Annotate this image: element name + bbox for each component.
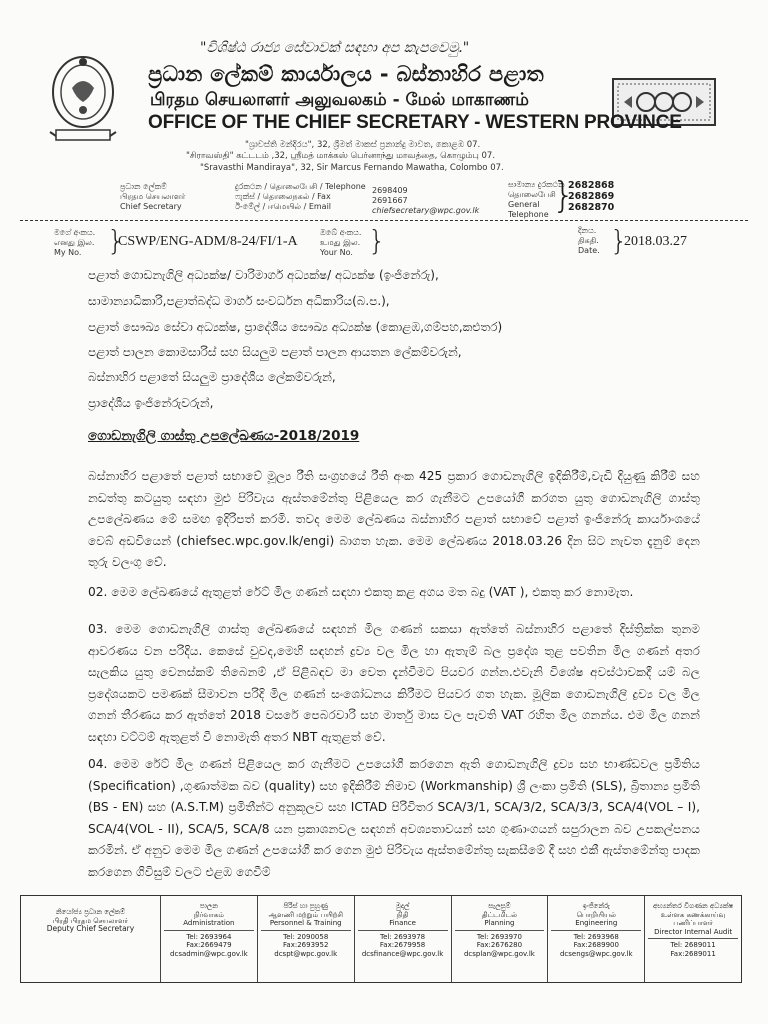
address-sinhala: "ශ්‍රාවස්ති මන්දිරය", 32, ශ්‍රීමත් මාකස් ප්‍රනාන්දු මාවත, කොළඹ 07. (245, 140, 481, 150)
dept-name-si: පිරිස් හා පුහුණු (283, 902, 328, 910)
general-label-en2: Telephone (508, 210, 549, 219)
footer-dept-personnel (257, 896, 354, 982)
your-no-label-si: ඔබේ අංකය. (320, 228, 362, 237)
general-number-2: 2682869 (568, 191, 615, 202)
general-number-1: 2682868 (568, 180, 615, 191)
footer-dept-internal-audit (644, 896, 741, 982)
your-no-label-ta: உமது இல. (320, 238, 361, 247)
telephone-label: දුරකථන / தொலைபேசி / Telephone (235, 182, 366, 191)
dept-names (455, 902, 545, 931)
dept-names (164, 902, 254, 931)
dept-name-en: Engineering (575, 919, 618, 927)
address-english: "Sravasthi Mandiraya", 32, Sir Marcus Fernando Mawatha, Colombo 07. (200, 163, 504, 173)
recipient-4: පළාත් පාලන කොමසාරිස් සහ සියලුම පළාත් පාලන ආයතන ලේකම්වරුන්, (88, 345, 462, 359)
emblem (42, 50, 124, 145)
paragraph-1: බස්නාහිර පළාතේ පළාත් සභාවේ මූල්‍ය රීති සංග්‍රහයේ රීති අංක 425 ප්‍රකාර ගොඩනැගිලි ඉදිකිරීම්,වැඩි දියුණු කිරීම් සහ නඩත්තු කටයුතු සඳහා මුළු පිරිවැය ඇස්තමේන්තු පිළියෙල කර ගැනීමට උපයෝගී කරගත යුතු ගොඩනැගිලි ගාස්තු උපලේඛණය මේ සමඟ ඉදිරිපත් කරමි. තවද මෙම ලේඛණය බස්නාහිර පළාත් සභාවේ පළාත් ඉංජිනේරු කාර්යාංශයේ වෙබ් අඩවියෙන් (chiefsec.wpc.gov.lk/engi) බාගත හැක. මෙම ලේඛණය 2018.03.26 දින සිට නැවත දැනුම් දෙන තුරු වලංගු වේ. (88, 469, 700, 569)
dept-tel: Tel: 2693968 (573, 932, 619, 941)
footer-directory (20, 895, 742, 983)
dept-name-ta: திட்டமிடல் (481, 910, 517, 919)
fax-value: 2691667 (372, 196, 408, 205)
general-label-si: සාමාන්‍ය දුරකථන (508, 180, 565, 189)
general-label-en: General (508, 200, 540, 209)
deputy-en: Deputy Chief Secretary (46, 924, 135, 933)
subject: ගොඩනැගිලි ගාස්තු උපලේඛණය-2018/2019 (88, 428, 360, 444)
dept-name-ta: உள்ளக கணக்காய்வு பணிப்பாளர் (660, 910, 726, 927)
your-no-brace: } (368, 224, 386, 257)
dept-tel: Tel: 2693964 (186, 932, 232, 941)
date-label-si: දිනය. (578, 226, 597, 235)
paragraph-4: 04. මෙම රේට් මිල ගණන් පිළියෙල කර ගැනීමට උපයෝගී කරගෙන ඇති ගොඩනැගිලි ද්‍රව්‍ය සහ භාණ්ඩවල ප්‍රමිතිය (Specification) ,ගුණාත්මක බව (quality) සහ ඉදිකිරීම් නිමාව (Workmanship) ශ්‍රී ලංකා ප්‍රමිති (SLS), බ්‍රිතාන්‍ය ප්‍රමිති (BS - EN) සහ (A.S.T.M) ප්‍රමිතීන්ට අනුකූලව සහ ICTAD පිරිවිතර SCA/3/1, SCA/3/2, SCA/3/3, SCA/4(VOL – I), SCA/4(VOL - II), SCA/5, SCA/8 යන ප්‍රකාශනවල සඳහන් අවශ්‍යතාවයන් සහ ගුණාංගයන් සපුරාලන බව උපකල්පනය කරමින්. ඒ අනුව මෙම මිල ගණන් උපයෝගී කර ගෙන මුළු පිරිවැය ඇස්තමේන්තු සැකසීමේ දී සහ එකී ඇස්තමේන්තු පාදක කරගෙන ගිවිසුම් වලට එළඹ ගෙවීම් (88, 757, 700, 879)
office-label-ta: பிரதம செயலாளர் (120, 192, 186, 201)
footer-dept-planning (451, 896, 548, 982)
motto: "විශිෂ්ඨ රාජ්‍ය සේවාවක් සඳහා අප කැපවෙමු." (200, 40, 470, 56)
dept-email[interactable]: dcsadmin@wpc.gov.lk (170, 949, 248, 958)
date-label-en: Date. (578, 246, 600, 255)
footer-dept-administration (160, 896, 257, 982)
address-tamil: "சிராவஸ்தி" கட்டடம் ,32, ஸ்ரீமத் மாக்கஸ் பெர்னாந்து மாவத்தை, கொழும்பு 07. (186, 151, 496, 161)
dept-email[interactable]: dcsplan@wpc.gov.lk (463, 949, 535, 958)
dept-tel: Tel: 2090058 (283, 932, 329, 941)
title-sinhala: ප්‍රධාන ලේකම් කාර්යාලය - බස්නාහිර පළාත (148, 62, 544, 86)
dept-name-en: Finance (389, 919, 416, 927)
sri-lanka-emblem-icon (42, 50, 124, 145)
dept-name-si: පාලන (199, 902, 218, 910)
recipient-6: ප්‍රාදේශීය ඉංජිනේරුවරුන්, (88, 396, 214, 410)
dept-name-ta: நிதி (396, 910, 409, 919)
telephone-value: 2698409 (372, 186, 408, 195)
paragraph-2: 02. මෙම ලේඛණයේ ඇතුළත් රේට් මිල ගණන් සඳහා එකතු කළ අගය මත බදු (VAT ), එකතු කර නොමැත. (88, 585, 634, 599)
fax-label: ෆැක්ස් / தொலைநகல் / Fax (235, 192, 331, 201)
my-no-label-en: My No. (54, 248, 82, 257)
dept-name-en: Planning (484, 919, 515, 927)
dept-email[interactable]: dcspt@wpc.gov.lk (274, 949, 338, 958)
dept-tel: Tel: 2693978 (380, 932, 426, 941)
my-no-value: CSWP/ENG-ADM/8-24/FI/1-A (118, 234, 298, 249)
general-numbers (568, 180, 614, 213)
date-brace: } (610, 224, 628, 257)
contact-values (372, 186, 479, 216)
dept-name-en: Administration (183, 919, 235, 927)
dept-fax: Fax:2689900 (573, 941, 619, 949)
dept-names (551, 902, 641, 931)
date-value: 2018.03.27 (624, 234, 687, 249)
my-no-brace: } (107, 224, 125, 257)
office-label-en: Chief Secretary (120, 202, 182, 211)
date-label-ta: திகதி. (578, 236, 599, 245)
dept-names (261, 902, 351, 931)
dept-name-ta: நிர்வாகம் (193, 910, 224, 919)
channel-labels (235, 182, 366, 212)
dept-names (648, 902, 738, 939)
dept-name-en: Director Internal Audit (654, 927, 733, 936)
recipient-3: පළාත් සෞඛ්‍ය සේවා අධ්‍යක්ෂ, ප්‍රාදේශීය සෞඛ්‍ය අධ්‍යක්ෂ (කොළඹ,ගම්පහ,කළුතර) (88, 320, 503, 334)
dept-names (358, 902, 448, 931)
dept-fax: Fax:2669479 (186, 941, 232, 949)
office-label (120, 182, 185, 212)
general-brace: } (552, 175, 575, 216)
dept-email[interactable]: dcsfinance@wpc.gov.lk (361, 949, 444, 958)
recipient-5: බස්නාහිර පළාතේ සියලුම ප්‍රාදේශීය ලේකම්වරුන්, (88, 370, 336, 384)
header-divider (20, 220, 748, 221)
deputy-ta: பிரதி பிரதம செயலாளர் (52, 916, 129, 925)
my-no-label-ta: எனது இல. (54, 238, 95, 247)
dept-name-si: සැලසුම් (488, 902, 511, 910)
dept-name-ta: பொறியியல் (576, 910, 616, 919)
dept-fax: Fax:2679958 (379, 941, 426, 949)
email-label: ඊ-මේල් / ஈமெயில் / Email (235, 202, 332, 211)
your-no-label (320, 228, 361, 258)
deputy-si: නියෝජ්‍ය ප්‍රධාන ලේකම් (55, 908, 126, 916)
dept-fax: Fax:2676280 (476, 941, 523, 949)
footer-deputy (21, 896, 160, 982)
dept-fax: Fax:2693952 (283, 941, 329, 949)
paragraph-3: 03. මෙම ගොඩනැගිලි ගාස්තු ලේඛණයේ සඳහන් මිල ගණන් සකසා ඇත්තේ බස්නාහිර පළාතේ දිස්ත්‍රික්ක තුනම ආවරණය වන පරිදිය. කෙසේ වුවද,මෙහි සඳහන් ද්‍රව්‍ය වල මිල හා ඇතැම් බල ප්‍රදේශ තුළ පවතින මිල ගණන් අතර සැලකිය යුතු වෙනස්කම් තිබෙනම් ,ඒ පිළිබඳව මා වෙත දැන්වීමට පියවර ගන්න.එවැනි විශේෂ අවස්ථාවකදී යම් බල ප්‍රදේශයකට පමණක් සීමාවන පරිදි මිල ගණන් සංශෝධනය කිරීමට පියවර ගත හැක. මූලික ගොඩනැගිලි ද්‍රව්‍ය වල මිල ගනන් තීරණය කර ඇත්තේ 2018 වසරේ පෙබරවාරි සහ මාර්තු මාස වල පැවති VAT රහිත මිල ගනන්ය. එම මිල ගනන් සඳහා වට්ටම් ඇතුළත් වී නොමැති අතර NBT ඇතුළත් වේ. (88, 622, 700, 744)
title-english: OFFICE OF THE CHIEF SECRETARY - WESTERN PROVINCE (148, 112, 682, 133)
general-number-3: 2682870 (568, 202, 615, 213)
general-label-ta: தொலைபேசி (508, 190, 556, 199)
dept-email[interactable]: dcsengs@wpc.gov.lk (559, 949, 633, 958)
dept-tel: Tel: 2693970 (476, 932, 522, 941)
office-label-si: ප්‍රධාන ලේකම් (120, 182, 167, 191)
footer-dept-engineering (547, 896, 644, 982)
recipient-2: සාමාන්‍යාධිකාරි,පළාත්බද්ධ මාර්ග සංවර්ධන අධිකාරිය(බ.ප.), (88, 294, 390, 308)
dept-name-si: අභ්‍යන්තර විගණන අධ්‍යක්ෂ (652, 902, 734, 910)
footer-dept-finance (354, 896, 451, 982)
dept-name-ta: ஆளணி மற்றும் பயிற்சி (268, 910, 344, 919)
dept-name-en: Personnel & Training (269, 919, 342, 927)
date-label (578, 226, 600, 256)
dept-fax: Fax:2689011 (670, 949, 716, 958)
dept-name-si: ඉංජිනේරු (582, 902, 610, 910)
recipient-1: පළාත් ගොඩනැගිලි අධ්‍යක්ෂ/ වාරිමාර්ග අධ්‍යක්ෂ/ අධ්‍යක්ෂ (ඉංජිනේරු), (88, 268, 439, 282)
my-no-label (54, 228, 95, 258)
my-no-label-si: මගේ අංකය. (54, 228, 96, 237)
title-tamil: பிரதம செயலாளர் அலுவலகம் - மேல் மாகாணம் (150, 90, 529, 110)
dept-tel: Tel: 2689011 (670, 941, 716, 949)
dept-name-si: මුදල් (395, 902, 410, 910)
your-no-label-en: Your No. (320, 248, 353, 257)
email-value[interactable]: chiefsecretary@wpc.gov.lk (372, 206, 480, 215)
